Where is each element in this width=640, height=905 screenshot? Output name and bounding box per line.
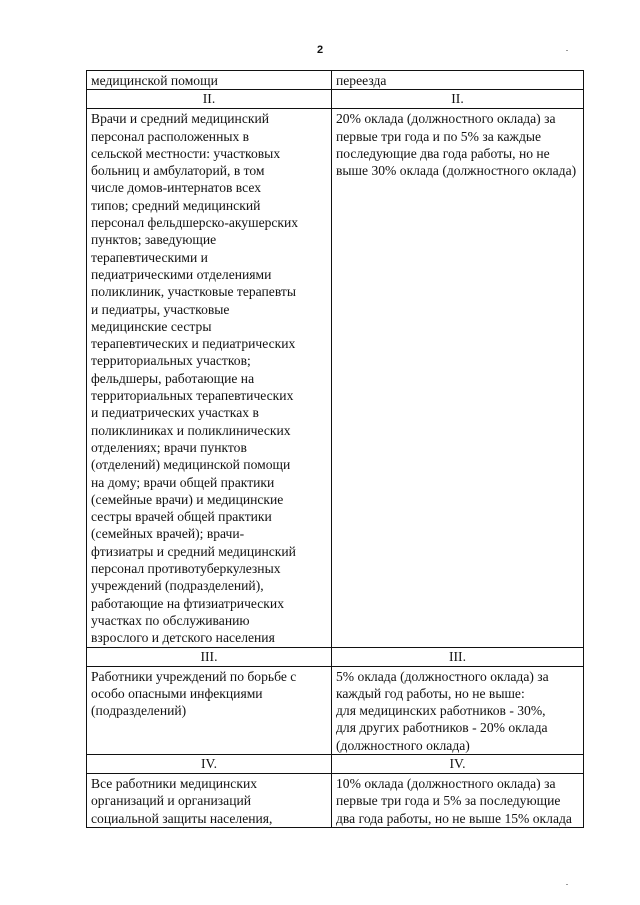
section-number-cell bbox=[87, 754, 332, 773]
text-line: работающие на фтизиатрических bbox=[91, 595, 284, 611]
text-line: для других работников - 20% оклада bbox=[336, 720, 548, 736]
text-line: типов; средний медицинский bbox=[91, 197, 261, 213]
text-line: Все работники медицинских bbox=[91, 775, 258, 791]
allowance-table bbox=[86, 70, 584, 828]
section-number-cell bbox=[332, 754, 584, 773]
page-number: 2 bbox=[316, 44, 324, 56]
text-line: 10% оклада (должностного оклада) за bbox=[336, 775, 556, 791]
text-line: взрослого и детского населения bbox=[91, 630, 275, 646]
text-line: (семейных врачей); врачи- bbox=[91, 526, 245, 542]
text-line: 20% оклада (должностного оклада) за bbox=[336, 111, 556, 127]
text-line: персонал противотуберкулезных bbox=[91, 561, 281, 577]
text-line: на дому; врачи общей практики bbox=[91, 474, 275, 490]
text-line: социальной защиты населения, bbox=[91, 810, 273, 826]
section-number: IV. bbox=[449, 755, 466, 771]
allowance-amount-cell bbox=[332, 666, 584, 754]
text-line: пунктов; заведующие bbox=[91, 232, 217, 248]
text-line: особо опасными инфекциями bbox=[91, 685, 263, 701]
cell-text: переезда bbox=[336, 73, 387, 88]
table-row bbox=[87, 773, 584, 827]
text-line: территориальных участков; bbox=[91, 353, 251, 369]
text-line: (должностного оклада) bbox=[336, 737, 470, 753]
text-line: отделениях; врачи пунктов bbox=[91, 439, 247, 455]
text-line: два года работы, но не выше 15% оклада bbox=[336, 810, 572, 826]
text-line: последующие два года работы, но не bbox=[336, 145, 550, 161]
section-number: IV. bbox=[201, 755, 217, 771]
table-row-section-number bbox=[87, 647, 584, 666]
text-line: педиатрическими отделениями bbox=[91, 266, 272, 282]
text-line: терапевтическими и bbox=[91, 249, 208, 265]
section-number: II. bbox=[451, 91, 464, 107]
position-description-cell bbox=[87, 773, 332, 827]
text-line: первые три года и 5% за последующие bbox=[336, 793, 561, 809]
cell-left-continued bbox=[87, 71, 332, 90]
text-line: и педиатры, участковые bbox=[91, 301, 230, 317]
text-line: для медицинских работников - 30%, bbox=[336, 703, 546, 719]
text-line: (отделений) медицинской помощи bbox=[91, 457, 291, 473]
text-line: организаций и организаций bbox=[91, 793, 252, 809]
text-line: сестры врачей общей практики bbox=[91, 509, 272, 525]
position-description-cell bbox=[87, 666, 332, 754]
section-number: III. bbox=[449, 648, 466, 664]
text-line: персонал фельдшерско-акушерских bbox=[91, 215, 299, 231]
text-line: поликлиниках и поликлинических bbox=[91, 422, 291, 438]
text-line: Врачи и средний медицинский bbox=[91, 111, 270, 127]
scan-speck bbox=[566, 50, 568, 51]
table-body bbox=[87, 71, 584, 828]
text-line: фтизиатры и средний медицинский bbox=[91, 543, 296, 559]
table-row-section-number bbox=[87, 754, 584, 773]
text-line: медицинские сестры bbox=[91, 318, 212, 334]
table-row bbox=[87, 666, 584, 754]
text-line: (подразделений) bbox=[91, 703, 187, 719]
text-line: первые три года и по 5% за каждые bbox=[336, 128, 542, 144]
text-line: персонал расположенных в bbox=[91, 128, 250, 144]
table-row-section-number bbox=[87, 90, 584, 109]
position-description-cell bbox=[87, 109, 332, 647]
section-number: III. bbox=[200, 648, 218, 664]
text-line: больниц и амбулаторий, в том bbox=[91, 163, 265, 179]
text-line: фельдшеры, работающие на bbox=[91, 370, 255, 386]
cell-right-continued bbox=[332, 71, 584, 90]
text-line: участках по обслуживанию bbox=[91, 612, 250, 628]
section-number: II. bbox=[202, 91, 216, 107]
text-line: поликлиник, участковые терапевты bbox=[91, 284, 296, 300]
text-line: Работники учреждений по борьбе с bbox=[91, 668, 297, 684]
section-number-cell bbox=[332, 90, 584, 109]
text-line: выше 30% оклада (должностного оклада) bbox=[336, 163, 577, 179]
section-number-cell bbox=[332, 647, 584, 666]
text-line: (семейные врачи) и медицинские bbox=[91, 491, 284, 507]
text-line: терапевтических и педиатрических bbox=[91, 336, 296, 352]
allowance-amount-cell bbox=[332, 773, 584, 827]
section-number-cell bbox=[87, 647, 332, 666]
table-row bbox=[87, 109, 584, 647]
text-line: 5% оклада (должностного оклада) за bbox=[336, 668, 549, 684]
section-number-cell bbox=[87, 90, 332, 109]
allowance-amount-cell bbox=[332, 109, 584, 647]
text-line: каждый год работы, но не выше: bbox=[336, 685, 525, 701]
text-line: учреждений (подразделений), bbox=[91, 578, 264, 594]
text-line: сельской местности: участковых bbox=[91, 145, 281, 161]
text-line: и педиатрических участках в bbox=[91, 405, 259, 421]
scan-speck bbox=[566, 884, 568, 885]
cell-text: медицинской помощи bbox=[91, 73, 218, 88]
text-line: числе домов-интернатов всех bbox=[91, 180, 262, 196]
table-row-continued-header bbox=[87, 71, 584, 90]
text-line: территориальных терапевтических bbox=[91, 388, 294, 404]
